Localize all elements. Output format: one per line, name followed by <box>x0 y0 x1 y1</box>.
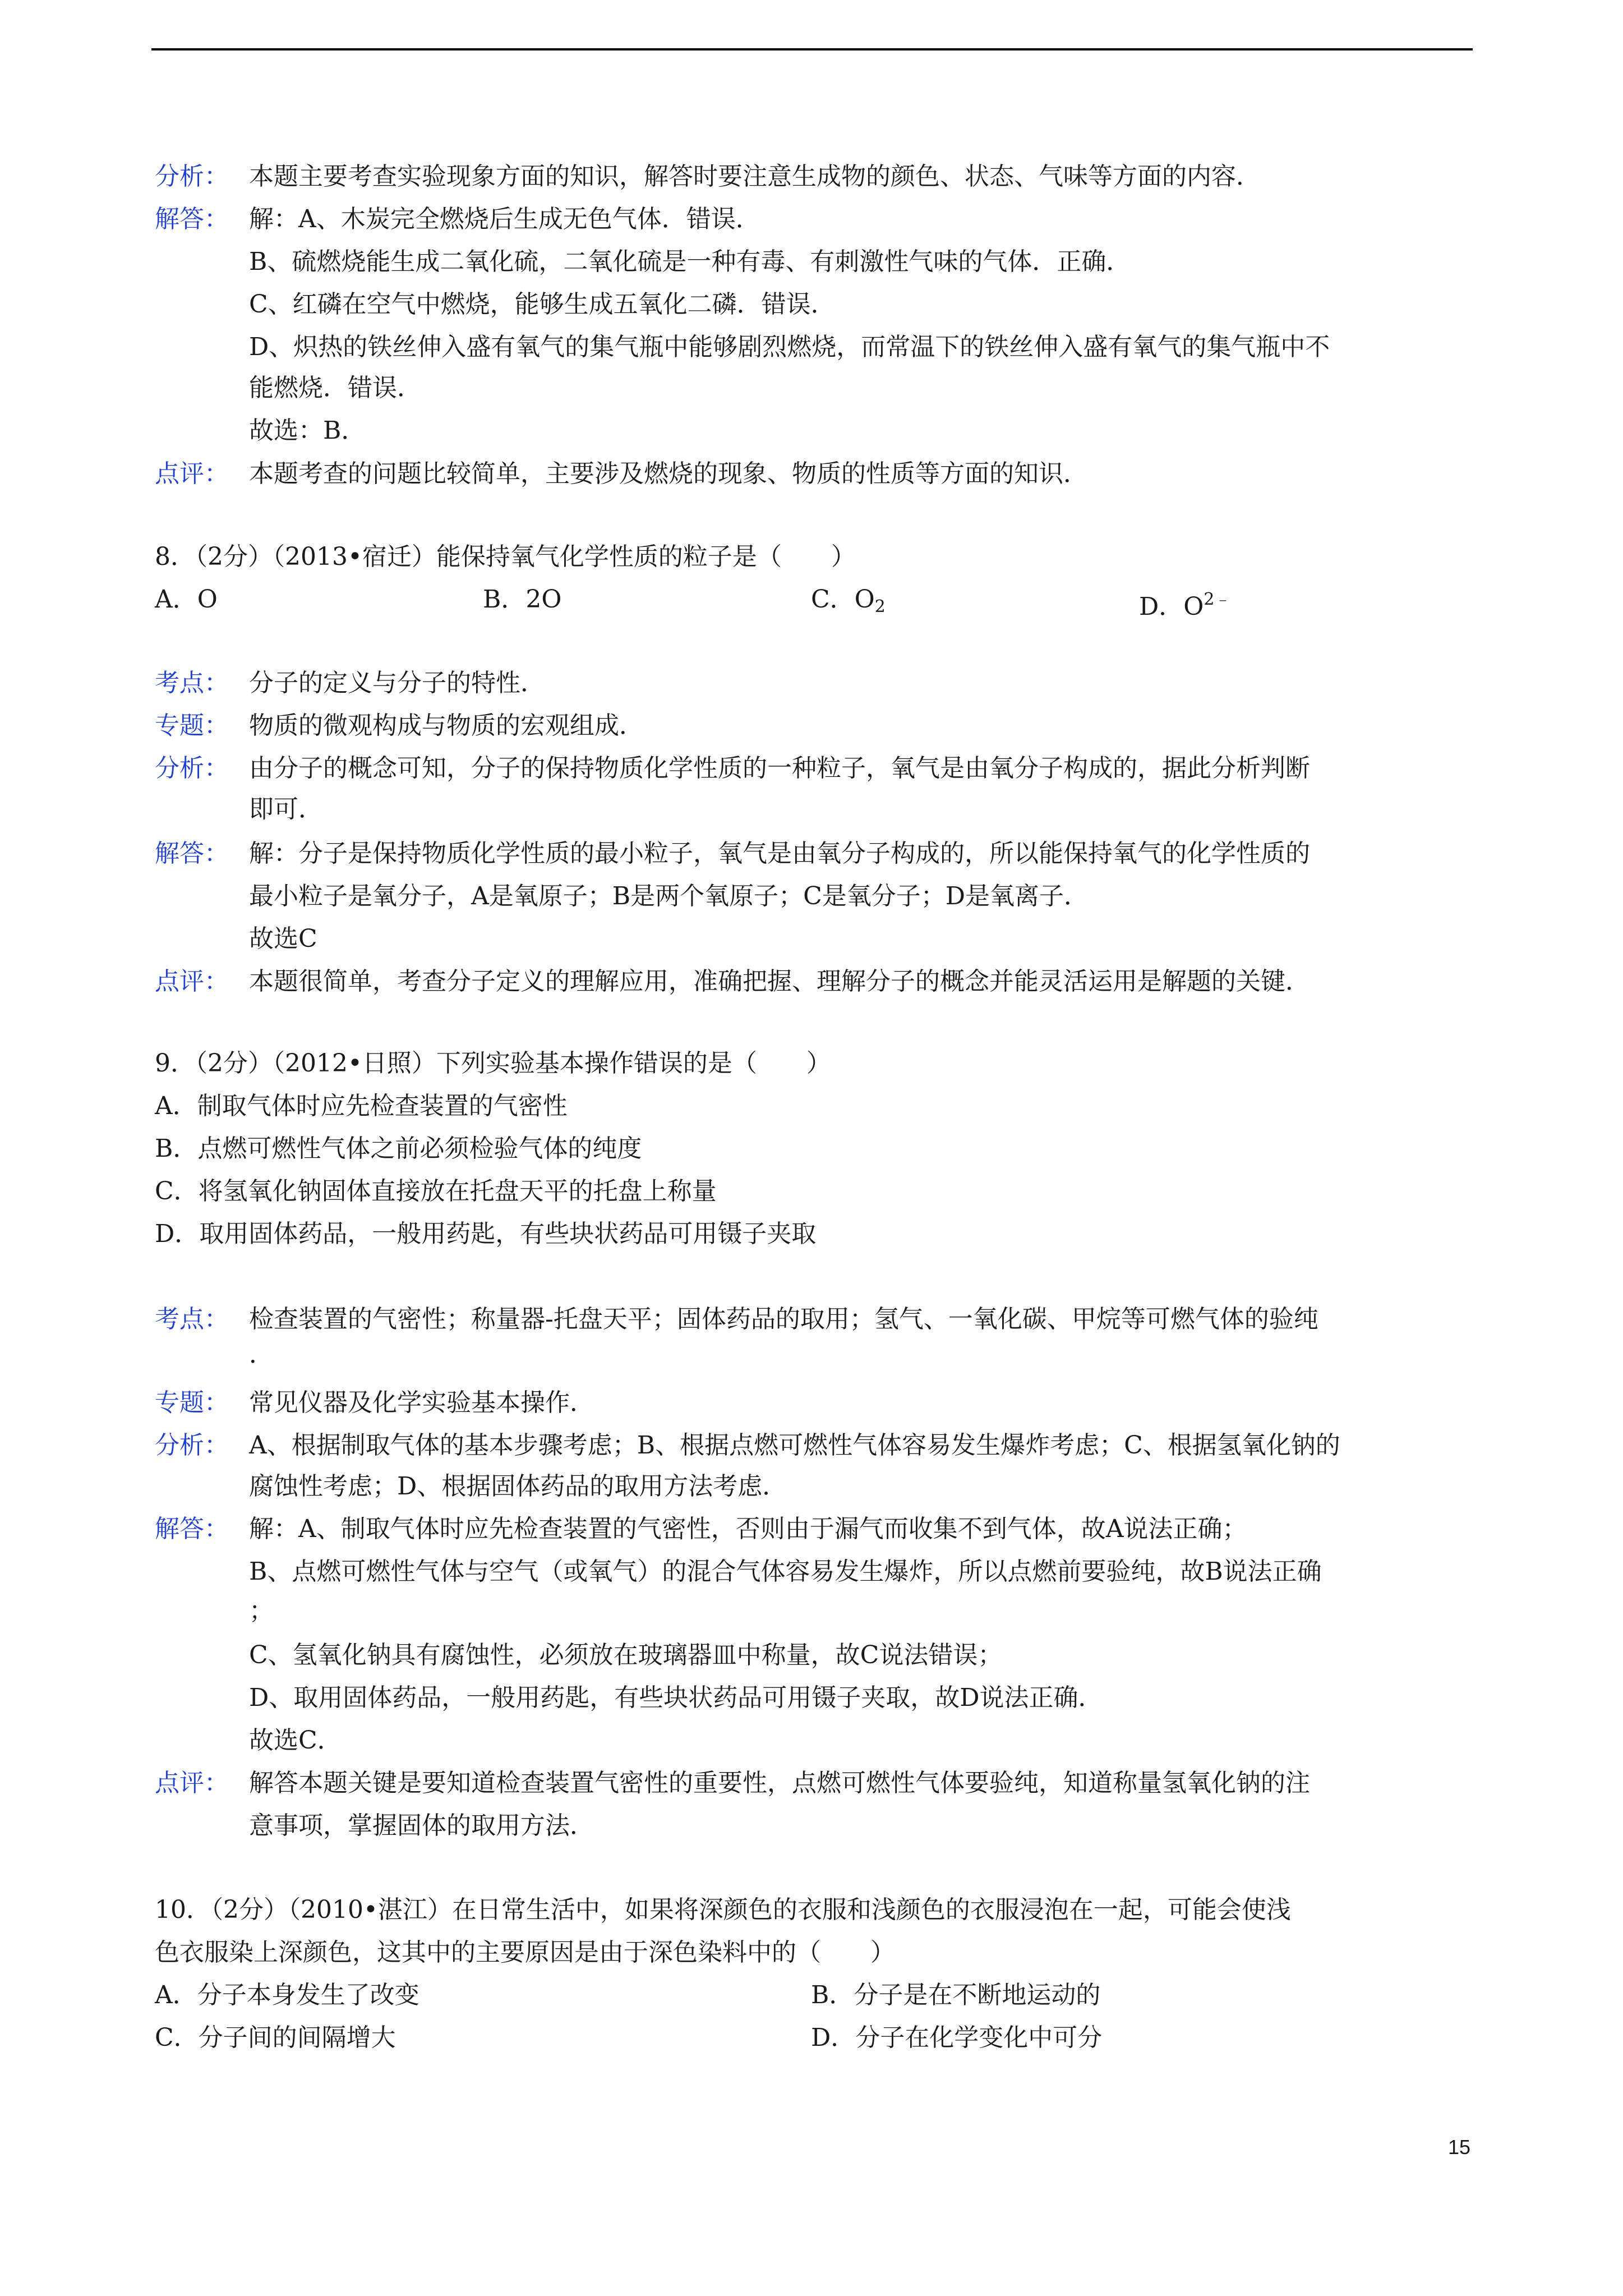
comment-label: 点评： <box>155 967 229 996</box>
q9-option-b: B．点燃可燃性气体之前必须检验气体的纯度 <box>155 1134 642 1163</box>
q8-option-d: D．$O^{2﹣}$ <box>1139 590 1232 621</box>
q8-option-b: B．2O <box>483 585 562 614</box>
q9-solution-line: D、取用固体药品，一般用药匙，有些块状药品可用镊子夹取，故D说法正确． <box>249 1683 1103 1712</box>
analysis-label: 分析： <box>155 754 229 783</box>
comment-label: 点评： <box>155 1769 229 1797</box>
q8-analysis-line: 即可． <box>249 795 323 823</box>
q9-option-c: C．将氢氧化钠固体直接放在托盘天平的托盘上称量 <box>155 1177 717 1205</box>
knowledge-label: 考点： <box>155 669 229 697</box>
topic-label: 专题： <box>155 711 229 740</box>
q10-option-c: C．分子间的间隔增大 <box>155 2023 396 2052</box>
header-rule <box>151 48 1473 50</box>
analysis-label: 分析： <box>155 162 229 191</box>
q10-stem-line: 色衣服染上深颜色，这其中的主要原因是由于深色染料中的（ ） <box>155 1938 895 1967</box>
q9-solution-line: C、氢氧化钠具有腐蚀性，必须放在玻璃器皿中称量，故C说法错误； <box>249 1641 1003 1669</box>
q9-topic-text: 常见仪器及化学实验基本操作． <box>249 1388 594 1417</box>
q7-solution-line: D、炽热的铁丝伸入盛有氧气的集气瓶中能够剧烈燃烧，而常温下的铁丝伸入盛有氧气的集气瓶中不 <box>249 333 1330 361</box>
q7-analysis-text: 本题主要考查实验现象方面的知识，解答时要注意生成物的颜色、状态、气味等方面的内容． <box>249 162 1261 191</box>
solution-label: 解答： <box>155 839 229 868</box>
topic-label: 专题： <box>155 1388 229 1417</box>
q7-solution-line: 解：A、木炭完全燃烧后生成无色气体．错误． <box>249 205 760 233</box>
q9-analysis-line: 腐蚀性考虑；D、根据固体药品的取用方法考虑． <box>249 1472 787 1501</box>
q9-solution-line: ； <box>249 1596 274 1625</box>
q8-analysis-line: 由分子的概念可知，分子的保持物质化学性质的一种粒子，氧气是由氧分子构成的，据此分析判断 <box>249 754 1310 783</box>
q9-comment-line: 解答本题关键是要知道检查装置气密性的重要性，点燃可燃性气体要验纯，知道称量氢氧化钠的注 <box>249 1769 1310 1797</box>
q10-stem-line: 10．（2分）（2010•湛江）在日常生活中，如果将深颜色的衣服和浅颜色的衣服浸泡在一起，可能会使浅 <box>155 1895 1291 1924</box>
q8-solution-line: 解：分子是保持物质化学性质的最小粒子，氧气是由氧分子构成的，所以能保持氧气的化学性质的 <box>249 839 1310 868</box>
q8-solution-line: 故选C <box>249 924 317 953</box>
q9-comment-line: 意事项，掌握固体的取用方法． <box>249 1811 594 1840</box>
comment-label: 点评： <box>155 459 229 488</box>
q9-knowledge-line: 检查装置的气密性；称量器-托盘天平；固体药品的取用；氢气、一氧化碳、甲烷等可燃气体的验纯 <box>249 1305 1318 1333</box>
q8-solution-line: 最小粒子是氧分子，A是氧原子；B是两个氧原子；C是氧分子；D是氧离子． <box>249 882 1089 910</box>
q9-knowledge-line: ． <box>249 1340 274 1369</box>
q8-topic-text: 物质的微观构成与物质的宏观组成． <box>249 711 644 740</box>
q9-stem: 9．（2分）（2012•日照）下列实验基本操作错误的是（ ） <box>155 1049 831 1078</box>
q10-option-d: D．分子在化学变化中可分 <box>811 2023 1103 2052</box>
knowledge-label: 考点： <box>155 1305 229 1333</box>
q10-option-b: B．分子是在不断地运动的 <box>811 1981 1101 2009</box>
q7-solution-line: 故选：B． <box>249 416 366 445</box>
q10-option-a: A．分子本身发生了改变 <box>155 1981 419 2009</box>
q9-analysis-line: A、根据制取气体的基本步骤考虑；B、根据点燃可燃性气体容易发生爆炸考虑；C、根据氢氧化钠的 <box>249 1431 1340 1460</box>
q9-solution-line: 故选C． <box>249 1726 342 1755</box>
solution-label: 解答： <box>155 205 229 233</box>
q9-solution-line: B、点燃可燃性气体与空气（或氧气）的混合气体容易发生爆炸，所以点燃前要验纯，故B说法正确 <box>249 1557 1322 1586</box>
q7-solution-line: B、硫燃烧能生成二氧化硫，二氧化硫是一种有毒、有刺激性气味的气体．正确． <box>249 247 1131 276</box>
q7-comment-text: 本题考查的问题比较简单，主要涉及燃烧的现象、物质的性质等方面的知识． <box>249 459 1088 488</box>
q9-option-a: A．制取气体时应先检查装置的气密性 <box>155 1092 568 1120</box>
q8-option-c: C．$O_2$ <box>811 585 886 616</box>
q8-knowledge-text: 分子的定义与分子的特性． <box>249 669 545 697</box>
q8-option-a: A．O <box>155 585 218 614</box>
q7-solution-line: 能燃烧．错误． <box>249 374 422 402</box>
q8-stem: 8．（2分）（2013•宿迁）能保持氧气化学性质的粒子是（ ） <box>155 542 856 571</box>
page-number: 15 <box>1448 2136 1471 2159</box>
q8-comment-text: 本题很简单，考查分子定义的理解应用，准确把握、理解分子的概念并能灵活运用是解题的关键． <box>249 967 1310 996</box>
q9-option-d: D．取用固体药品，一般用药匙，有些块状药品可用镊子夹取 <box>155 1220 817 1248</box>
q7-solution-line: C、红磷在空气中燃烧，能够生成五氧化二磷．错误． <box>249 290 836 319</box>
solution-label: 解答： <box>155 1515 229 1543</box>
analysis-label: 分析： <box>155 1431 229 1460</box>
q9-solution-line: 解：A、制取气体时应先检查装置的气密性，否则由于漏气而收集不到气体，故A说法正确； <box>249 1515 1247 1543</box>
